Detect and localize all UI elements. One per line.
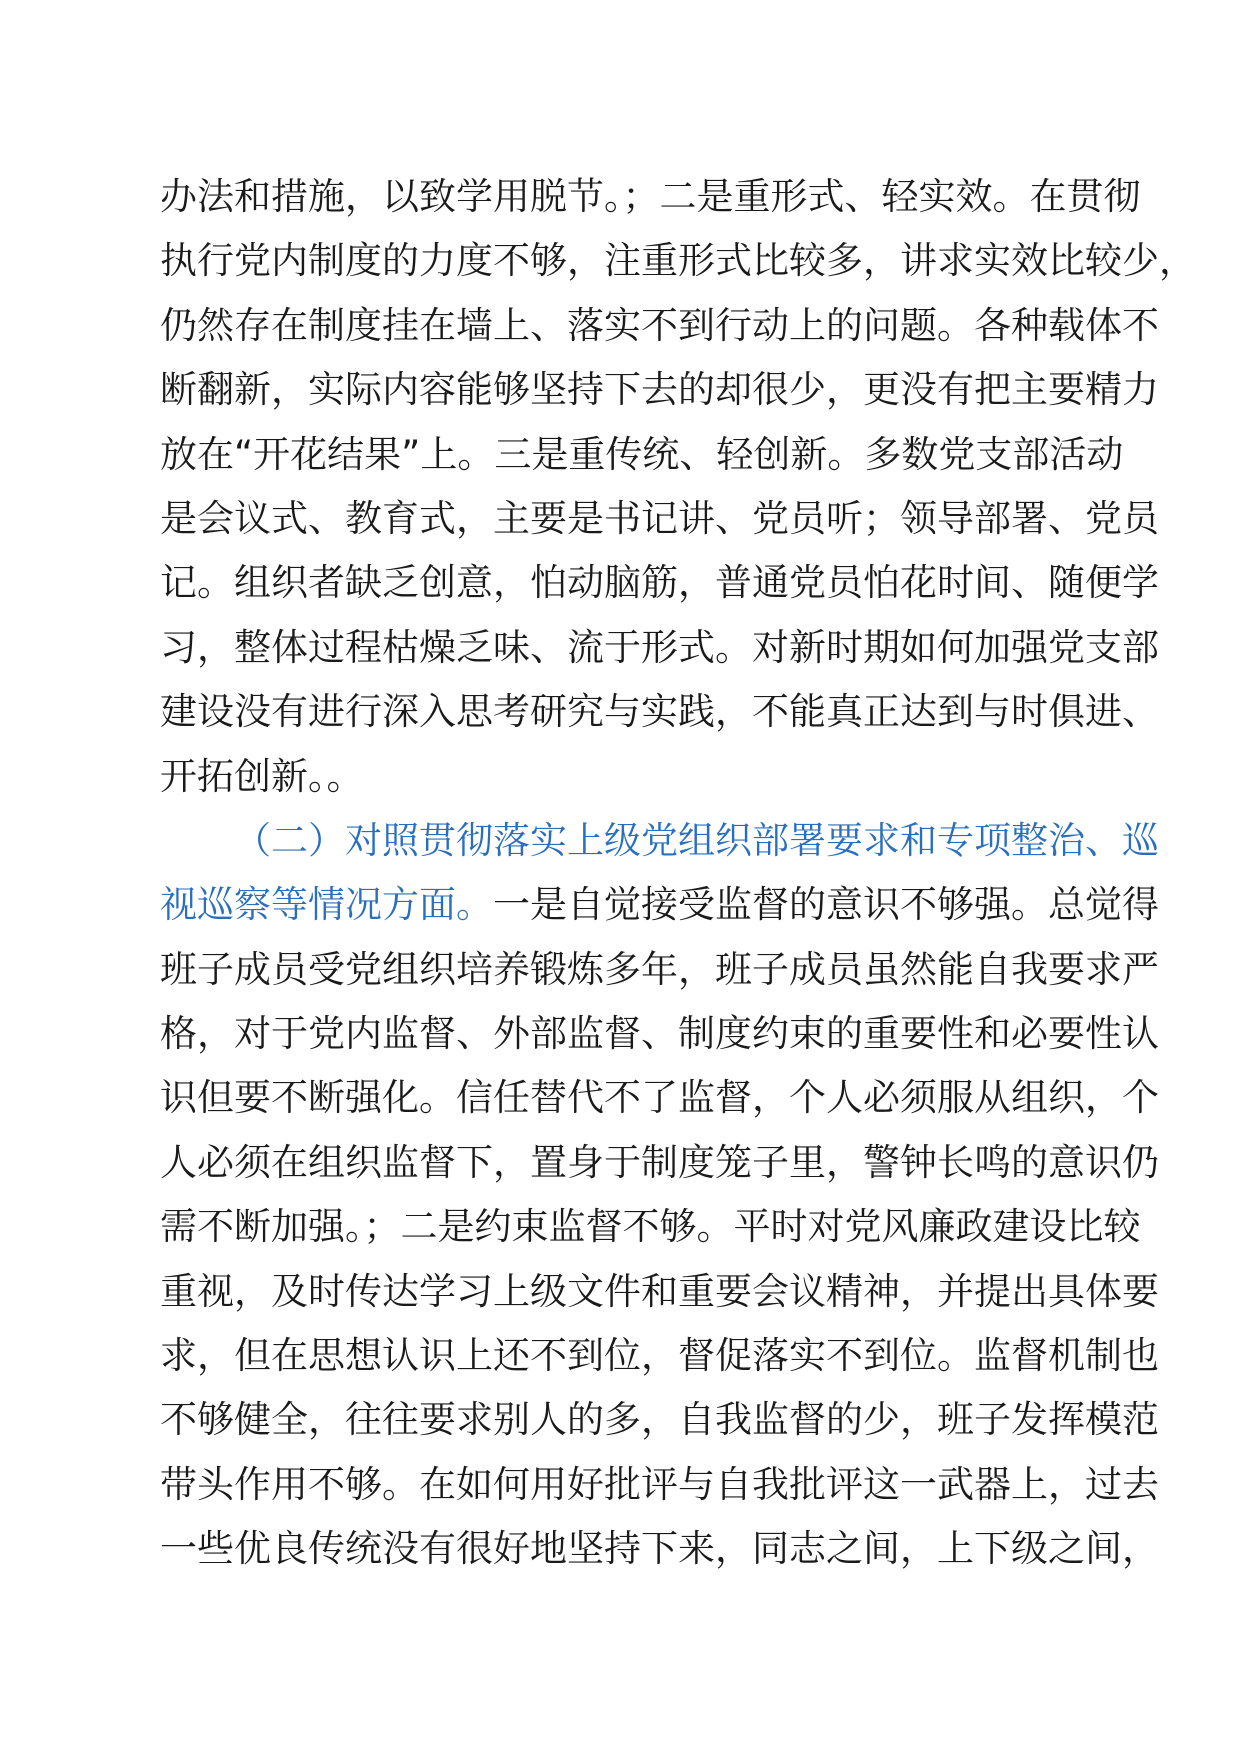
text-run: 一是自觉接受监督的意识不够强。总觉得	[493, 883, 1159, 927]
text-line: 办法和措施，以致学用脱节。；二是重形式、轻实效。在贯彻	[160, 175, 1141, 218]
text-line: 建设没有进行深入思考研究与实践，不能真正达到与时俱进、	[160, 690, 1159, 734]
paragraph-2	[160, 809, 1159, 1582]
text-line: 识但要不断强化。信任替代不了监督，个人必须服从组织，个	[160, 1076, 1159, 1120]
document-body	[160, 165, 1196, 1582]
text-line: 断翻新，实际内容能够坚持下去的却很少，更没有把主要精力	[160, 368, 1159, 412]
paragraph-1	[160, 165, 1196, 809]
text-line: 执行党内制度的力度不够，注重形式比较多，讲求实效比较少，	[160, 239, 1196, 283]
text-line: 仍然存在制度挂在墙上、落实不到行动上的问题。各种载体不	[160, 303, 1159, 347]
text-line: 记。组织者缺乏创意，怕动脑筋，普通党员怕花时间、随便学	[160, 561, 1159, 605]
text-line: 人必须在组织监督下，置身于制度笼子里，警钟长鸣的意识仍	[160, 1140, 1159, 1184]
text-line: 求，但在思想认识上还不到位，督促落实不到位。监督机制也	[160, 1334, 1159, 1378]
section-heading-line: （二）对照贯彻落实上级党组织部署要求和专项整治、巡	[234, 818, 1159, 862]
text-line: 带头作用不够。在如何用好批评与自我批评这一武器上，过去	[160, 1462, 1159, 1506]
text-line: 习，整体过程枯燥乏味、流于形式。对新时期如何加强党支部	[160, 625, 1159, 669]
text-line	[160, 873, 1159, 937]
text-line: 是会议式、教育式，主要是书记讲、党员听；领导部署、党员	[160, 496, 1159, 540]
text-line: 格，对于党内监督、外部监督、制度约束的重要性和必要性认	[160, 1012, 1159, 1056]
text-line: 需不断加强。；二是约束监督不够。平时对党风廉政建设比较	[160, 1205, 1141, 1249]
text-line: 重视，及时传达学习上级文件和重要会议精神，并提出具体要	[160, 1269, 1159, 1313]
text-line: 不够健全，往往要求别人的多，自我监督的少，班子发挥模范	[160, 1398, 1159, 1442]
text-line: 班子成员受党组织培养锻炼多年，班子成员虽然能自我要求严	[160, 947, 1159, 991]
text-line: 开拓创新。。	[160, 754, 364, 798]
text-line: 一些优良传统没有很好地坚持下来，同志之间，上下级之间，	[160, 1527, 1159, 1571]
text-line: 放在“开花结果”上。三是重传统、轻创新。多数党支部活动	[160, 432, 1124, 476]
section-heading-end: 视巡察等情况方面。	[160, 883, 493, 927]
